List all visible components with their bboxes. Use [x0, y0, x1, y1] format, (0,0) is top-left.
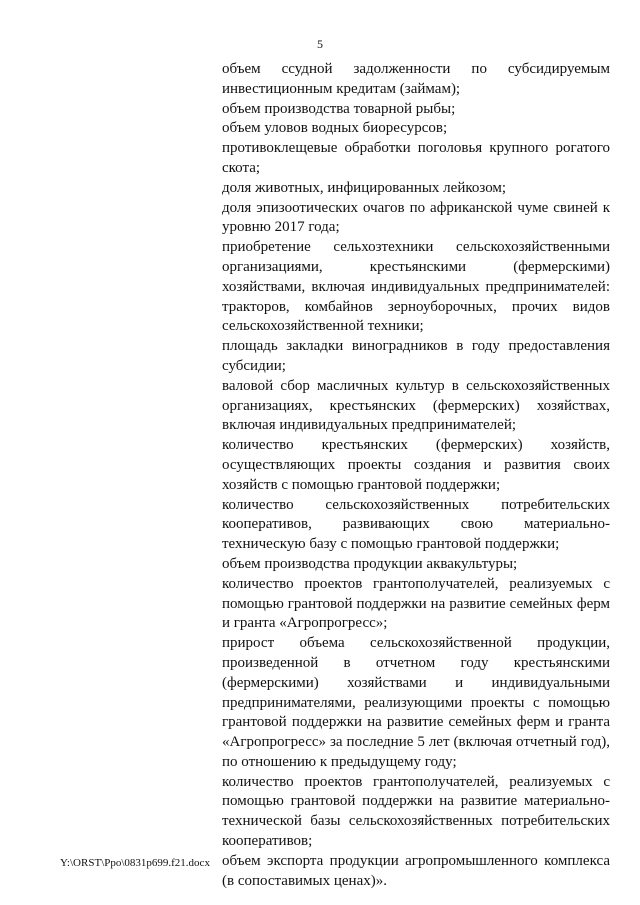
list-item: валовой сбор масличных культур в сельскохозяйственных организациях, крестьянских (фермерских) хозяйствах, включая индивидуальных предпринимателей; — [222, 377, 610, 434]
list-item: количество проектов грантополучателей, реализуемых с помощью грантовой поддержки на развитие семейных ферм и гранта «Агропрогресс»; — [222, 575, 610, 632]
list-item: объем уловов водных биоресурсов; — [222, 120, 448, 137]
list-item: приобретение сельхозтехники сельскохозяйственными организациями, крестьянскими (фермерскими) хозяйствами, включая индивидуальных предпринимателей: тракторов, комбайнов зерноуборочных, прочих видов сельскохозяйственной техники; — [222, 239, 610, 335]
list-item: количество сельскохозяйственных потребительских кооперативов, развивающих свою материально-техническую базу с помощью грантовой поддержки; — [222, 496, 610, 553]
list-item: объем производства товарной рыбы; — [222, 100, 456, 117]
list-item: объем экспорта продукции агропромышленного комплекса (в сопоставимых ценах)». — [222, 852, 610, 889]
list-item: доля животных, инфицированных лейкозом; — [222, 179, 507, 196]
list-item: прирост объема сельскохозяйственной продукции, произведенной в отчетном году крестьянскими (фермерскими) хозяйствами и индивидуальными предпринимателями, реализующими проекты с помощью грантовой поддержки на развитие семейных ферм и гранта «Агропрогресс» за последние 5 лет (включая отчетный год), по отношению к предыдущему году; — [222, 635, 610, 770]
page-number: 5 — [317, 37, 323, 51]
list-item: количество крестьянских (фермерских) хозяйств, осуществляющих проекты создания и развития своих хозяйств с помощью грантовой поддержки; — [222, 437, 610, 493]
list-item: количество проектов грантополучателей, реализуемых с помощью грантовой поддержки на развитие материально-технической базы сельскохозяйственных потребительских кооперативов; — [222, 773, 610, 850]
list-item: объем ссудной задолженности по субсидируемым инвестиционным кредитам (займам); — [222, 61, 610, 97]
list-item: доля эпизоотических очагов по африканской чуме свиней к уровню 2017 года; — [222, 199, 610, 236]
footer-file-path: Y:\ORST\Ppo\0831p699.f21.docx — [60, 857, 210, 869]
list-item: противоклещевые обработки поголовья крупного рогатого скота; — [222, 140, 610, 176]
list-item: объем производства продукции аквакультуры; — [222, 555, 518, 572]
list-item: площадь закладки виноградников в году предоставления субсидии; — [222, 338, 610, 374]
indicator-list — [222, 60, 610, 891]
